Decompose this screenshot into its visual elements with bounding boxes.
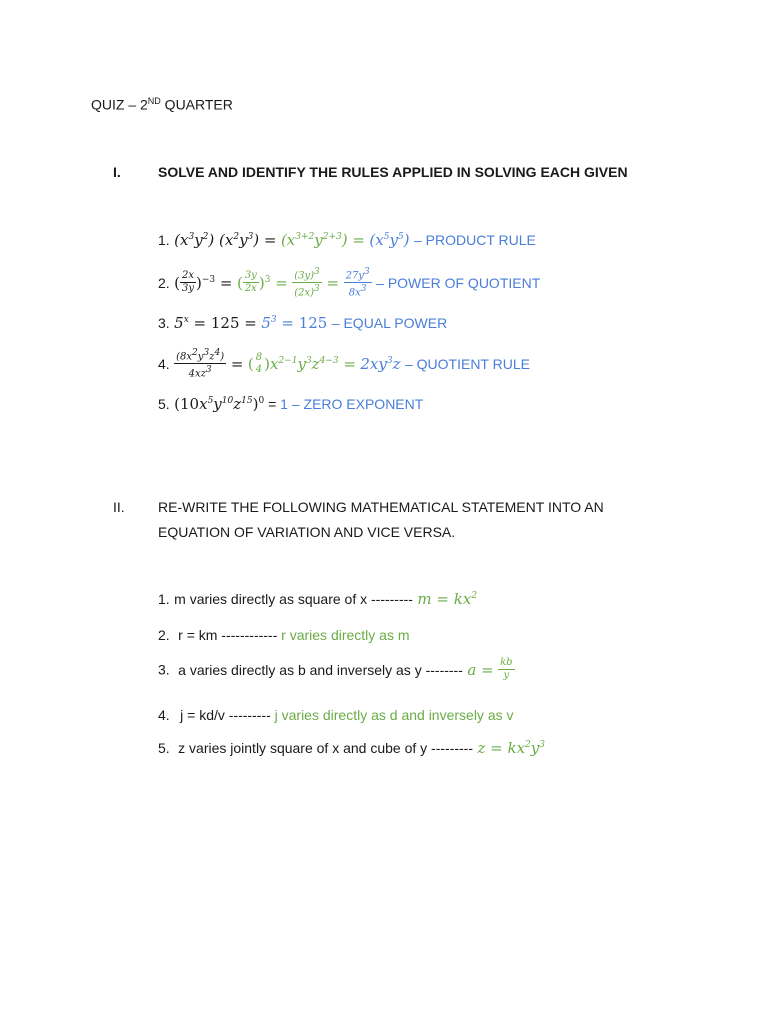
section-1-item-1 bbox=[158, 231, 536, 250]
statement: j = kd/v --------- bbox=[180, 707, 271, 723]
statement: z varies jointly square of x and cube of y --------- bbox=[178, 740, 474, 756]
section-2-heading-line-1: RE-WRITE THE FOLLOWING MATHEMATICAL STATEMENT INTO AN bbox=[158, 499, 604, 515]
rule-label: – QUOTIENT RULE bbox=[404, 355, 530, 372]
item-number: 5. bbox=[158, 740, 170, 756]
equation-result: $(x^5y^5)$ bbox=[369, 231, 410, 249]
section-1-numeral: I. bbox=[113, 164, 121, 180]
equation-lhs: 5$^x$ = 125 = bbox=[174, 314, 257, 332]
rule-label: – PRODUCT RULE bbox=[413, 232, 536, 248]
item-number: 1. bbox=[158, 591, 170, 607]
answer-value: 1 bbox=[280, 396, 288, 412]
answer-statement: j varies directly as d and inversely as v bbox=[270, 707, 514, 723]
item-number: 4. bbox=[158, 355, 170, 372]
section-1-heading: SOLVE AND IDENTIFY THE RULES APPLIED IN SOLVING EACH GIVEN bbox=[158, 164, 628, 180]
section-2-item-3 bbox=[158, 657, 515, 682]
section-1-item-4: 4. $\frac{(8x^2y^3z^4)}{4xz^3}$ = ( 8 4 )$x^{2-1}y^3z^{4-3} = 2xy^3z$ – QUOTIENT RULE bbox=[158, 348, 530, 380]
quiz-title bbox=[91, 96, 233, 113]
item-number: 2. bbox=[158, 627, 170, 643]
item-number: 1. bbox=[158, 232, 170, 248]
title-suffix: QUARTER bbox=[160, 96, 233, 113]
item-number: 4. bbox=[158, 707, 170, 723]
fraction-2x-3y: $\frac{2x}{3y}$ bbox=[182, 270, 195, 295]
rule-label: – POWER OF QUOTIENT bbox=[376, 274, 541, 291]
answer-equation: $z = kx^2y^3$ bbox=[477, 739, 545, 757]
title-superscript: ND bbox=[147, 96, 161, 106]
item-number: 3. bbox=[158, 315, 170, 331]
equation-result: $5^3 = 125$ bbox=[261, 314, 328, 332]
answer-equation: $m = kx^2$ bbox=[417, 590, 478, 608]
section-2-item-2 bbox=[158, 627, 410, 645]
section-2-item-1 bbox=[158, 590, 477, 609]
section-1-item-5 bbox=[158, 395, 423, 414]
fraction-quotient: $\frac{(8x^2y^3z^4)}{4xz^3}$ bbox=[176, 348, 225, 380]
section-2-numeral: II. bbox=[113, 499, 125, 515]
equation-step-2: $\frac{(3y)^3}{(2x)^3}$ = bbox=[294, 267, 340, 299]
equation-step: ( 8 4 )$x^{2-1}y^3z^{4-3}$ = bbox=[247, 351, 356, 375]
statement: a varies directly as b and inversely as y -------- bbox=[178, 661, 463, 678]
section-1-item-2: 2. ( $\frac{2x}{3y}$ )$^{-3}$ = ( $\frac{3y}{2x}$ )$^3$ = $\frac{(3y)^3}{(2x)^3}$ = $\frac{27y^3}{8x^3}$ – POWER OF QUOTIENT bbox=[158, 267, 541, 299]
equation-lhs: $(x^3y^2) (x^2y^3)$ = bbox=[174, 231, 277, 249]
answer-equation: a = $\frac{kb}{y}$ bbox=[467, 657, 513, 681]
rule-label: – EQUAL POWER bbox=[331, 315, 448, 331]
section-2-item-4 bbox=[158, 707, 514, 725]
equation-result: $2xy^3z$ bbox=[360, 354, 401, 373]
section-2-item-5 bbox=[158, 739, 545, 758]
item-number: 2. bbox=[158, 274, 170, 291]
section-1-item-3 bbox=[158, 314, 447, 333]
equation-step-1: ( $\frac{3y}{2x}$ )$^3$ = bbox=[236, 270, 288, 295]
equals-sign: = bbox=[264, 396, 281, 412]
statement: r = km ------------ bbox=[178, 627, 278, 643]
answer-statement: r varies directly as m bbox=[277, 627, 410, 643]
equation-step: $(x^{3+2}y^{2+3})$ = bbox=[280, 231, 365, 249]
section-2-heading-line-2: EQUATION OF VARIATION AND VICE VERSA. bbox=[158, 524, 456, 540]
equation-lhs: $(10x^5y^{10}z^{15})^0$ bbox=[174, 395, 265, 413]
statement: m varies directly as square of x --------- bbox=[174, 591, 413, 607]
item-number: 5. bbox=[158, 396, 170, 412]
item-number: 3. bbox=[158, 661, 170, 678]
title-prefix: QUIZ – 2 bbox=[91, 96, 148, 113]
equation-result: $\frac{27y^3}{8x^3}$ bbox=[345, 267, 370, 299]
rule-label: – ZERO EXPONENT bbox=[287, 396, 424, 412]
